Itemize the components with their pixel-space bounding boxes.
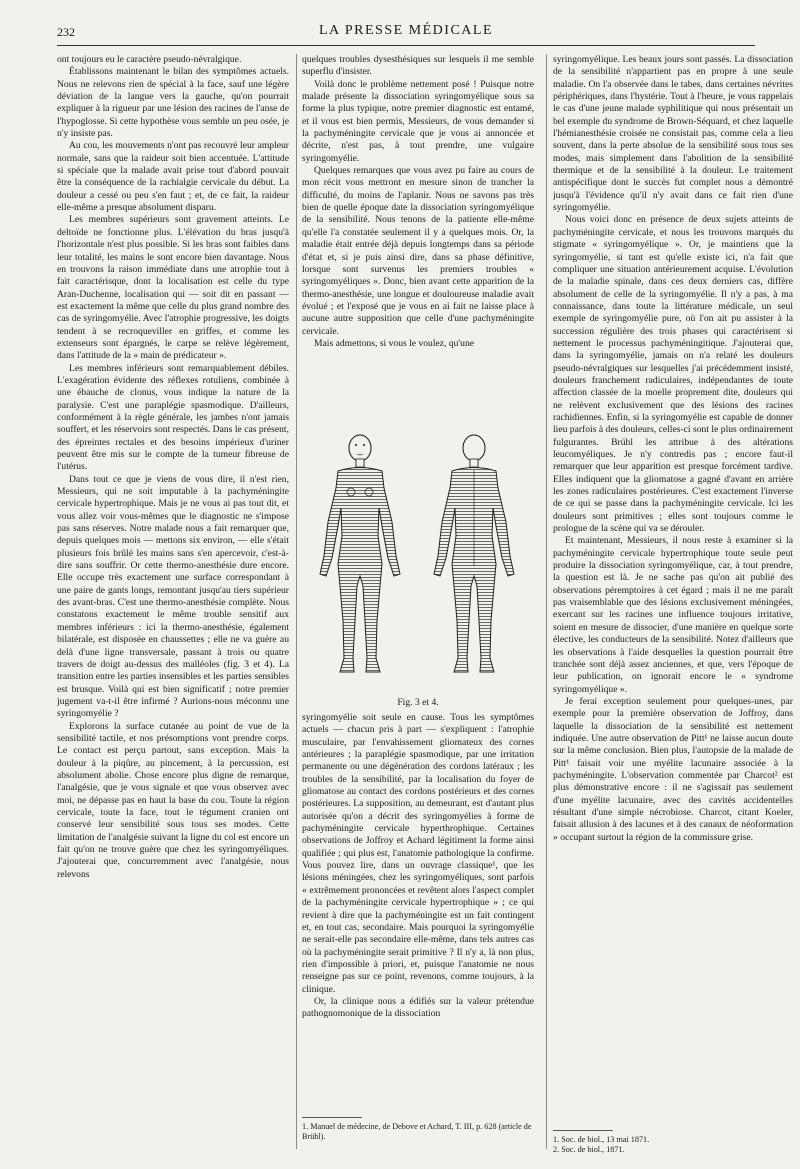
header-rule (57, 45, 755, 46)
footnote: 1. Manuel de médecine, de Debove et Achard, T. III, p. 628 (article de Brühl). (302, 1122, 532, 1142)
paragraph: quelques troubles dysesthésiques sur lesquels il me semble superflu d'insister. (302, 54, 534, 78)
paragraph: Or, la clinique nous a édifiés sur la valeur prétendue pathognomonique de la dissociation (302, 995, 534, 1020)
paragraph: Voilà donc le problème nettement posé ! Puisque notre malade présente la dissociation syringomyélique sous sa forme la plus typique, notre premier diagnostic est entamé, et il vous est bien permis, Messieurs, de vous demander si la pachyméningite cervicale que je vous ai annoncée et décrite, n'est pas, à tout prendre, une vulgaire syringomyélie. (302, 78, 534, 164)
figure-caption: Fig. 3 et 4. (397, 697, 439, 708)
footnotes-column-2 (302, 1122, 534, 1143)
paragraph: Établissons maintenant le bilan des symptômes actuels. Nous ne relevons rien de spécial à la face, sauf une légère déviation de la langue vers la gauche, qu'on pourrait expliquer à la rigueur par une lésion des racines de l'anse de l'hypoglosse. Si cette hypothèse vous semble un peu osée, je n'y insiste pas. (57, 66, 289, 140)
footnotes-column-3 (553, 1135, 793, 1156)
paragraph: Et maintenant, Messieurs, il nous reste à examiner si la pachyméningite cervicale hypertrophique toute seule peut produire la dissociation syringomyélique, car, à tout prendre, la question est là. Je ne sache pas qu'on ait publié des observations péremptoires à cet égard ; mais il ne me paraît pas vraisemblable que des lésions exclusivement méningées, exercant sur les racines une influence toujours irritative, soient en mesure de dissocier, d'une manière en quelque sorte élective, les conducteurs de la sensibilité. Notez d'ailleurs que les observations à l'aide desquelles la question pourrait être tranchée sont déjà assez anciennes, et que, vers l'époque de leur publication, on ignorait encore le « syndrome syringomyélique ». (553, 535, 793, 695)
paragraph: Les membres supérieurs sont gravement atteints. Le deltoïde ne fonctionne plus. L'élévation du bras jusqu'à l'horizontale n'est plus possible. Si les bras sont faibles dans leur totalité, les mains le sont encore bien davantage. Nous en trouvons la raison immédiate dans une atrophie tout à fait caractérisque, dont la localisation est celle du type Aran-Duchenne, localisation qui — soit dit en passant — est exactement la même que celle du plus grand nombre des cas de syringomyélie. Avec l'atrophie progressive, les doigts tendent à se recroqueviller en griffes, et comme les extenseurs sont épargnés, le carpe se relève légèrement, dans l'attitude de la « main de prédicateur ». (57, 214, 289, 362)
paragraph: Nous voici donc en présence de deux sujets atteints de pachyméningite cervicale, et nous les trouvons marqués du stigmate « syringomyélique ». Or, je maintiens que la syringomyélie, si tant est qu'elle existe ici, n'a fait que compliquer une situation antérieurement acquise. L'évolution de la maladie spinale, dans ces deux derniers cas, diffère absolument de celle de la syringomyélie. Il n'y a pas, à ma connaissance, dans toute la littérature médicale, un seul exemple de syringomyélie pure, où l'on ait pu assister à la succession régulière des trois phases qui caractérisent si nettement le processus pachyméningitique. J'ajouterai que, dans la syringomyélie, jamais on n'a relaté les douleurs pseudo-névralgiques sur lesquelles j'ai précédemment insisté, douleurs franchement radiculaires, indépendantes de toute affection classée de la moelle proprement dite, douleurs qui ne relèvent exclusivement que des lésions des racines rachidiennes. Enfin, si la syringomyélie est capable de donner lieu parfois à des douleurs, celles-ci sont le plus ordinairement fulgurantes. Brühl les attribue à des altérations leucomyéliques. Je n'y contredis pas ; encore faut-il remarquer que leur apparition est presque forcément tardive. Elles indiquent que la gliomatose a gagné d'avant en arrière les zones radiculaires postérieures. C'est exactement l'inverse de ce qui se passe dans la pachyméningite cervicale. Ici les douleurs sont primitives ; elles sont toujours comme le prologue de la scène qui va se dérouler. (553, 214, 793, 535)
footnote-rule (553, 1130, 613, 1131)
page-header (57, 20, 755, 42)
paragraph: syringomyélie soit seule en cause. Tous les symptômes actuels — chacun pris à part — s'expliquent : l'atrophie musculaire, par l'envahissement gliomateux des cornes antérieures ; la paraplégie spasmodique, par une irritation permanente ou une dégénération des cordons latéraux ; les troubles de la sensibilité, par la localisation du foyer de gliomatose au contact des cordons postérieurs et des cornes postérieures. La supposition, au demeurant, est d'autant plus autorisée qu'on a décrit des syringomyélies à forme de pachyméningite cervicale hyperthrophique. Certaines observations de Joffroy et Achard légitiment la forme ainsi qualifiée ; qui plus est, l'anatomie pathologique la confirme. Vous pouvez lire, dans un ouvrage classique¹, que les lésions méningées, chez les syringomyéliques, sont parfois « extrêmement prononcées et revêtent alors l'aspect complet de la pachyméningite cervicale hypertrophique » ; ce qui revient à dire que la pachyméningite est un fait contingent et, en tout cas, secondaire. Mais pourquoi la syringomyélie ne serait-elle pas secondaire elle-même, dans tels autres cas où la pachyméningite serait primitive ? Il n'y a, là non plus, rien d'impossible à priori, et, puisque l'anatomie ne nous renseigne pas sur ce point, revenons, comme toujours, à la clinique. (302, 712, 534, 995)
column-separator (546, 54, 547, 1149)
footnote: 2. Soc. de biol., 1871. (553, 1145, 625, 1155)
paragraph: ont toujours eu le caractère pseudo-névralgique. (57, 54, 242, 65)
paragraph: Mais admettons, si vous le voulez, qu'une (314, 337, 475, 349)
footnote-rule (302, 1117, 362, 1118)
paragraph: Explorons la surface cutanée au point de vue de la sensibilité tactile, et nos présomptions vont prendre corps. Le contact est perçu partout, sans exception. Mais la douleur à la piqûre, au pincement, à la percussion, est absolument abolie. Chose encore plus digne de remarque, l'analgésie, que je vous signale et que vous observez avec moi, ne dépasse pas en haut la base du cou. Toute la région cervicale, toute la face, tout le tégument cranien ont conservé leur sensibilité sous tous ses modes. Cette limitation de l'analgésie suivant la ligne du col est encore un fait qu'on ne trouve guère que chez les syringomyéliques. J'ajouterai que, concurremment avec l'analgésie, nous relevons (57, 720, 289, 880)
paragraph: Au cou, les mouvements n'ont pas recouvré leur ampleur normale, sans que la raideur soit bien accentuée. L'attitude si spéciale que la malade avait prise tout d'abord pouvait être la conséquence de la rachialgie cervicale du début. La douleur a cessé ou peu s'en faut ; et, de ce fait, la raideur elle-même a presque absolument disparu. (57, 140, 289, 214)
paragraph: Les membres inférieurs sont remarquablement débiles. L'exagération évidente des réflexes rotuliens, combinée à une ébauche de clonus, vous indique la nature de la paralysie. C'est une paraplégie spasmodique. D'ailleurs, conformément à la règle générale, les jambes n'ont jamais souffert, et les réservoirs sont respectés. Dans le cas présent, des épreintes rectales et des besoins impérieux d'uriner peuvent être mis sur le compte de la tumeur fibreuse de l'utérus. (57, 362, 289, 473)
figure-3-4 (302, 426, 534, 708)
journal-title: LA PRESSE MÉDICALE (318, 23, 493, 38)
page-number: 232 (57, 25, 75, 39)
column-2-bottom (302, 712, 534, 1110)
paragraph: Dans tout ce que je viens de vous dire, il n'est rien, Messieurs, qui ne soit imputable à la pachyméningite cervicale hypertrophique. Mais je ne vous ai pas tout dit, et vous allez voir vous-mêmes que le diagnostic ne s'impose pas sans réserves. Notre malade nous a fait remarquer que, depuis quelques mois — mettons six environ, — elle s'était plusieurs fois brûlé les mains sans s'en apercevoir, c'est-à-dire sans souffrir. Or cette thermo-anesthésie dure encore. Elle occupe très exactement une surface correspondant à une paire de gants longs, remontant jusqu'au tiers supérieur des avant-bras. C'est une thermo-anesthésie complète. Nous constatons exactement le même trouble sensitif aux membres inférieurs : ici la thermo-anesthésie, également bilatérale, est disposée en chaussettes ; elle ne va guère au delà d'une ligne transversale, passant à trois ou quatre travers de doigt au-dessus des malléoles (fig. 3 et 4). La transition entre les parties insensibles et les parties sensibles est brusque. Voilà qui est bien significatif ; notre premier jugement va-t-il être infirmé ? Aurions-nous méconnu une syringomyélie ? (57, 473, 289, 720)
body-diagram-illustration (302, 426, 534, 688)
paragraph: syringomyélique. Les beaux jours sont passés. La dissociation de la sensibilité n'appartient pas en propre à une seule maladie. On l'a observée dans le tabes, dans certaines névrites périphériques, dans l'hystérie. Tout à l'heure, je vous rappelais le cas d'une jeune malade syphilitique qui nous présentait un bel exemple du syndrome de Brown-Séquard, et chez laquelle l'hémianesthésie croisée ne consistait pas, comme cela a lieu souvent, dans la perte absolue de la sensibilité sous tous ses modes, mais simplement dans l'abolition de la sensibilité thermique et de la sensibilité à la douleur. Le traitement antispécifique dont le succès fut complet nous a démontré jusqu'à l'évidence qu'il n'y avait dans ce fait rien d'une syringomyélie. (553, 54, 793, 214)
footnote: 1. Soc. de biol., 13 mai 1871. (553, 1135, 650, 1144)
column-2-top (302, 54, 534, 424)
figure-front (320, 435, 400, 672)
column-3 (553, 54, 793, 1114)
paragraph: Je ferai exception seulement pour quelques-unes, par exemple pour la première observation de Joffroy, dans laquelle la dissociation de la sensibilité est nettement indiquée. Une autre observation de Pitt¹ ne laisse aucun doute sur la même conclusion. Bien plus, l'autopsie de la malade de Pitt¹ faisait voir une myélite lacunaire associée à la pachyméningite. L'observation commentée par Charcot² est plus démonstrative encore : il ne s'agissait pas seulement d'une myélite lacunaire, avec des cavités accidentelles résultant d'une simple nécrobiose. Charcot, citant Koeler, faisait allusion à des lacunes et à des canaux de néoformation » occupant surtout la région de la commissure grise. (553, 695, 793, 843)
figure-back (434, 435, 514, 672)
column-separator (296, 54, 297, 1149)
column-1 (57, 54, 289, 1154)
paragraph: Quelques remarques que vous avez pu faire au cours de mon récit vous mettront en mesure sinon de trancher la difficulté, du moins de l'aplanir. Nous ne savons pas très bien de quelle époque date la dissociation syringomyélique de la sensibilité. Nous tenons de la patiente elle-même qu'elle l'a constatée seulement il y a quelques mois. Or, la maladie était entrée déjà depuis longtemps dans sa période d'état et, si je puis ainsi dire, dans sa phase définitive, lorsque sont survenus les premiers troubles « syringomyéliques ». Donc, bien avant cette apparition de la thermo-anesthésie, une longue et douloureuse maladie avait évolué ; et l'exposé que je vous en ai fait ne laisse place à aucune autre supposition que celle d'une pachyméningite cervicale. (302, 165, 534, 337)
